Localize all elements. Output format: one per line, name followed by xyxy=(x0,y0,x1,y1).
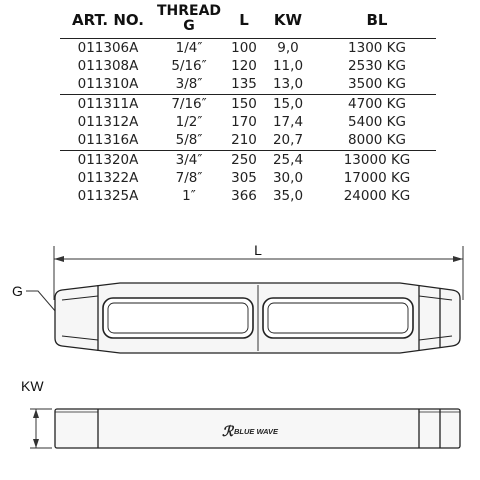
cell-thread: 3/4″ xyxy=(175,152,203,168)
cell-length: 305 xyxy=(231,170,257,186)
cell-kw: 9,0 xyxy=(277,40,299,56)
cell-art: 011308A xyxy=(77,58,139,74)
cell-thread: 1/2″ xyxy=(175,114,203,130)
cell-art: 011322A xyxy=(77,170,139,186)
cell-bl: 2530 KG xyxy=(348,58,406,74)
cell-art: 011320A xyxy=(77,152,139,168)
cell-length: 366 xyxy=(231,188,257,204)
width-label: KW xyxy=(21,378,44,394)
cell-kw: 15,0 xyxy=(272,96,304,112)
cell-art: 011310A xyxy=(77,76,139,92)
cell-kw: 17,4 xyxy=(272,114,304,130)
cell-art: 011306A xyxy=(77,40,139,56)
length-label: L xyxy=(254,242,262,258)
cell-thread: 5/16″ xyxy=(171,58,207,74)
cell-kw: 35,0 xyxy=(272,188,304,204)
cell-kw: 13,0 xyxy=(272,76,304,92)
thread-label: G xyxy=(12,283,23,299)
cell-art: 011312A xyxy=(77,114,139,130)
cell-bl: 24000 KG xyxy=(343,188,411,204)
turnbuckle-top-view xyxy=(55,283,460,353)
cell-thread: 7/16″ xyxy=(171,96,207,112)
cell-thread: 5/8″ xyxy=(175,132,203,148)
cell-art: 011325A xyxy=(77,188,139,204)
cell-thread: 7/8″ xyxy=(175,170,203,186)
cell-bl: 5400 KG xyxy=(348,114,406,130)
cell-bl: 1300 KG xyxy=(348,40,406,56)
cell-bl: 4700 KG xyxy=(348,96,406,112)
header-art-no: ART. NO. xyxy=(71,11,145,29)
thread-callout xyxy=(12,283,56,312)
cell-length: 120 xyxy=(231,58,257,74)
width-dimension xyxy=(21,378,52,448)
cell-thread: 1″ xyxy=(182,188,196,204)
cell-length: 135 xyxy=(231,76,257,92)
header-thread-line2: G xyxy=(183,18,195,34)
brand-logo-mark: ℛ xyxy=(222,425,234,440)
cell-bl: 8000 KG xyxy=(348,132,406,148)
cell-length: 150 xyxy=(231,96,257,112)
cell-length: 210 xyxy=(231,132,257,148)
cell-kw: 30,0 xyxy=(272,170,304,186)
cell-length: 100 xyxy=(231,40,257,56)
header-length: L xyxy=(239,11,249,29)
cell-bl: 17000 KG xyxy=(343,170,411,186)
cell-thread: 3/8″ xyxy=(175,76,203,92)
cell-bl: 3500 KG xyxy=(348,76,406,92)
header-bl: BL xyxy=(366,11,388,29)
cell-kw: 25,4 xyxy=(272,152,304,168)
cell-kw: 20,7 xyxy=(272,132,304,148)
cell-thread: 1/4″ xyxy=(175,40,203,56)
cell-length: 250 xyxy=(231,152,257,168)
cell-art: 011316A xyxy=(77,132,139,148)
cell-art: 011311A xyxy=(77,96,139,112)
cell-length: 170 xyxy=(231,114,257,130)
cell-bl: 13000 KG xyxy=(343,152,411,168)
header-kw: KW xyxy=(273,11,303,29)
cell-kw: 11,0 xyxy=(272,58,304,74)
brand-logo-text: BLUE WAVE xyxy=(234,427,279,436)
header-thread-line1: THREAD xyxy=(156,3,222,19)
